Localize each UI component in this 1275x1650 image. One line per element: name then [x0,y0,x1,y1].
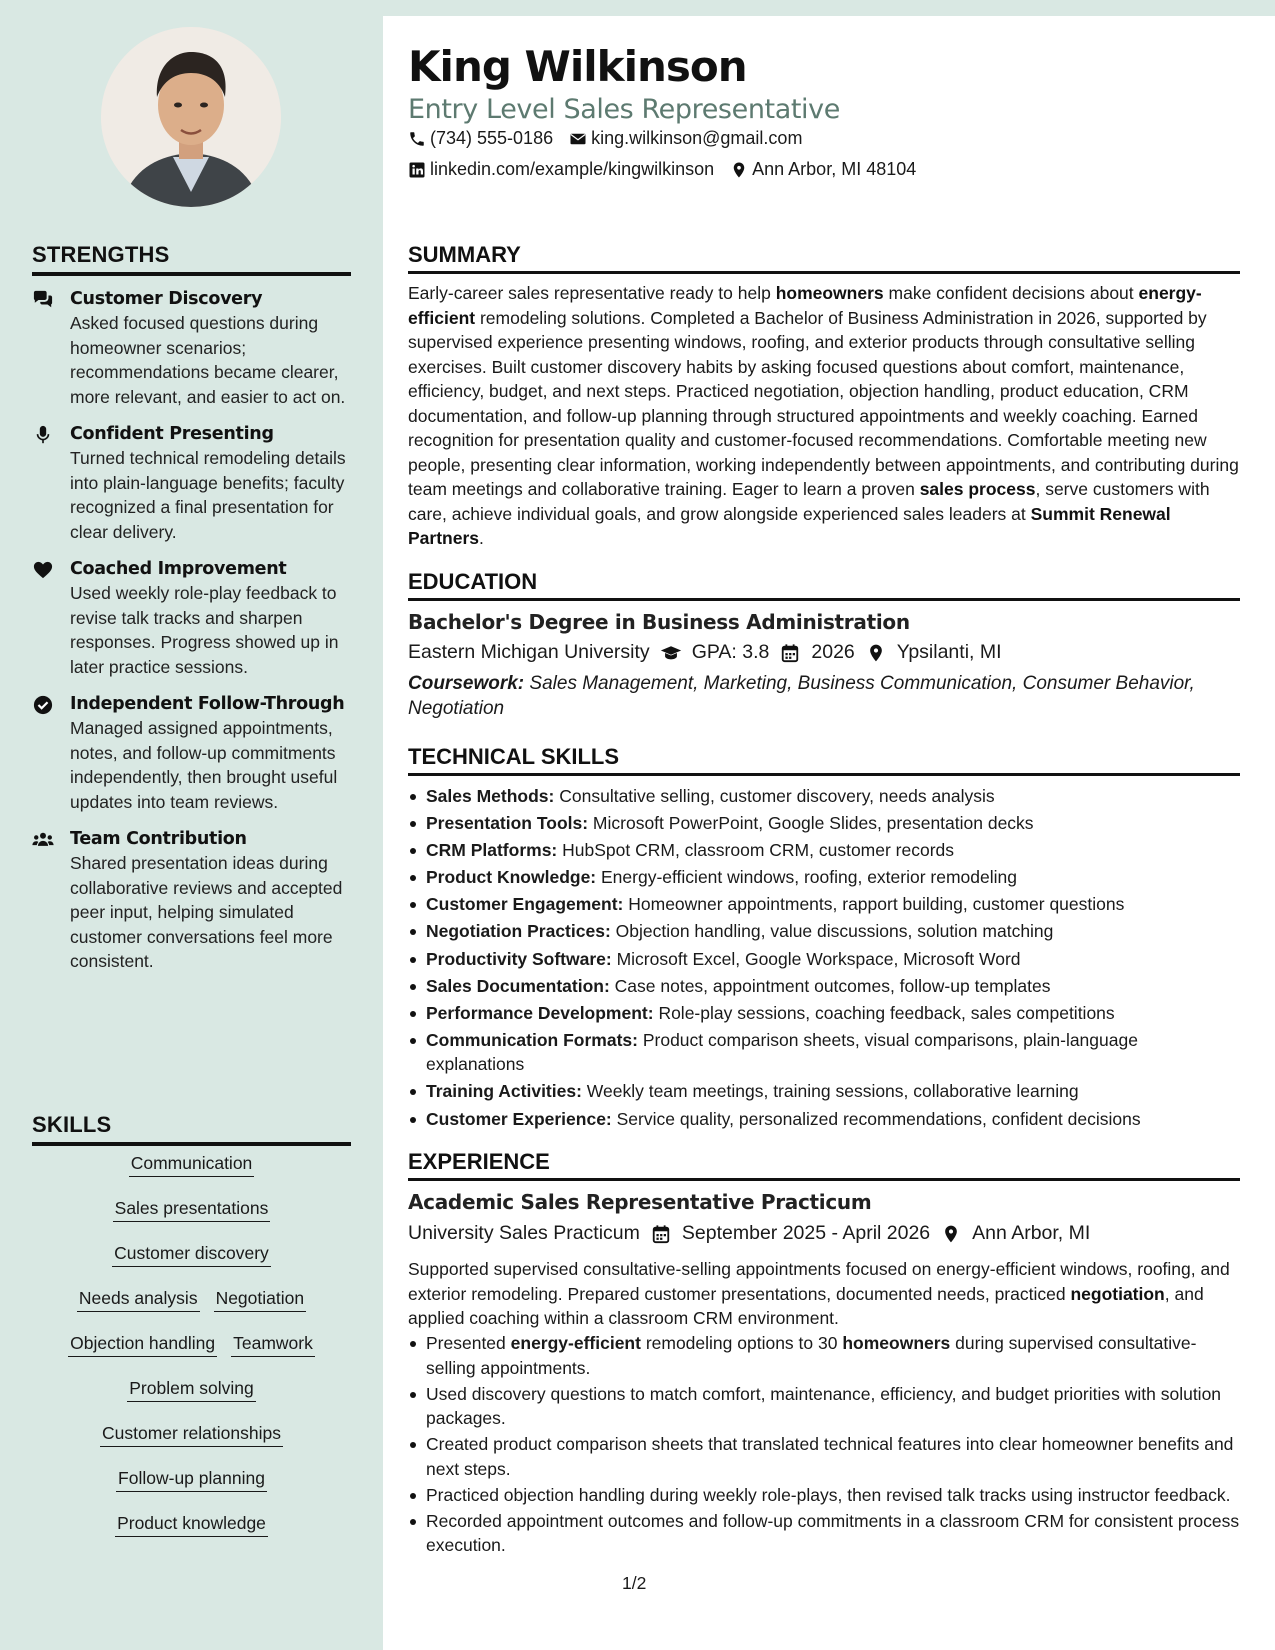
skill-label: Product Knowledge: [426,867,597,888]
emphasis-text: negotiation [1070,1283,1165,1304]
map-pin-icon [940,1224,962,1244]
gpa-text: GPA: 3.8 [691,641,770,663]
strengths-heading: STRENGTHS [32,242,351,276]
calendar-icon [650,1224,672,1244]
experience-location-item [940,1222,1090,1245]
technical-skill-item [408,1028,1240,1077]
experience-bullet [408,1483,1240,1508]
text-run: during supervised consultative-selling appointments. [426,1333,1197,1378]
strength-title: Coached Improvement [70,559,287,579]
contact-row-2 [408,159,932,180]
technical-skill-item [408,919,1240,944]
skills-heading: SKILLS [32,1112,351,1146]
coursework-text: Sales Management, Marketing, Business Communication, Consumer Behavior, Negotiation [408,673,1195,719]
year-text: 2026 [811,641,855,663]
strength-desc: Managed assigned appointments, notes, and follow-up commitments independently, then brought useful updates into team reviews. [70,718,338,812]
experience-bullet [408,1331,1240,1380]
map-pin-icon [865,643,887,663]
linkedin-contact [408,159,714,180]
skill-label: Sales Methods: [426,786,555,806]
experience-dates: September 2025 - April 2026 [681,1222,931,1244]
coursework-label: Coursework: [408,673,525,694]
skill-value: HubSpot CRM, classroom CRM, customer records [557,840,955,861]
experience-bullet [408,1509,1240,1558]
skill-tag: Customer relationships [100,1422,283,1447]
skill-value: Role-play sessions, coaching feedback, sales competitions [653,1002,1115,1023]
comments-icon [32,290,54,310]
summary-text [408,281,1240,551]
emphasis-text: Summit Renewal Partners [408,503,1171,548]
technical-skill-item [408,838,1240,863]
check-circle-icon [32,695,54,715]
year-item [779,641,854,664]
text-run: Practiced objection handling during weekly role-plays, then revised talk tracks using instructor feedback. [426,1484,1231,1505]
skill-tag: Sales presentations [113,1197,271,1222]
education-meta [408,641,1012,664]
technical-skill-item [408,811,1240,836]
envelope-icon [569,130,587,148]
technical-skills-list [408,784,1240,1134]
text-run: make confident decisions about [883,283,1139,303]
strength-item [32,692,352,814]
emphasis-text: homeowners [842,1333,951,1353]
candidate-name: King Wilkinson [408,42,747,91]
text-run: Presented [426,1333,511,1353]
skills-list [32,1152,351,1557]
skill-label: CRM Platforms: [426,840,558,861]
linkedin-link[interactable]: linkedin.com/example/kingwilkinson [430,159,715,179]
strength-desc: Shared presentation ideas during collaborative reviews and accepted peer input, helping simulated customer conversations feel more consistent. [70,853,343,971]
skill-tag: Negotiation [214,1287,307,1312]
skill-label: Training Activities: [426,1081,582,1102]
skill-label: Sales Documentation: [426,975,610,996]
skill-label: Productivity Software: [426,948,612,969]
strength-title: Independent Follow-Through [70,694,345,714]
skill-value: Product comparison sheets, visual comparisons, plain-language explanations [426,1029,1138,1075]
skill-tag: Communication [129,1152,255,1177]
strength-title: Team Contribution [70,829,247,849]
text-run: Supported supervised consultative-selling appointments focused on energy-efficient windows, roofing, and exterior remodeling. Prepared customer presentations, documented needs, practiced [408,1259,1230,1304]
education-heading: EDUCATION [408,569,1240,601]
contact-row-1 [408,128,818,149]
skill-value: Weekly team meetings, training sessions, collaborative learning [581,1081,1079,1102]
strength-desc: Used weekly role-play feedback to revise talk tracks and sharpen responses. Progress showed up in later practice sessions. [70,583,339,677]
map-pin-icon [730,161,748,179]
linkedin-icon [408,161,426,179]
graduation-cap-icon [660,643,682,663]
microphone-icon [32,425,54,445]
skill-value: Service quality, personalized recommendations, confident decisions [611,1108,1141,1129]
degree-title: Bachelor's Degree in Business Administration [408,610,910,634]
strength-title: Customer Discovery [70,289,263,309]
experience-bullet [408,1382,1240,1431]
strength-item [32,422,352,544]
skill-tag: Problem solving [127,1377,256,1402]
skill-value: Objection handling, value discussions, solution matching [610,921,1054,942]
strengths-list [32,287,352,987]
education-location-item [865,641,1002,664]
technical-skill-item [408,892,1240,917]
text-run: Created product comparison sheets that translated technical features into clear homeowner benefits and next steps. [426,1434,1234,1479]
experience-role: Academic Sales Representative Practicum [408,1190,872,1214]
technical-skill-item [408,1079,1240,1104]
skill-tag: Objection handling [68,1332,217,1357]
email-contact [569,128,802,149]
technical-skill-item [408,784,1240,809]
coursework [408,672,1240,721]
gpa-item [660,641,770,664]
email-link[interactable]: king.wilkinson@gmail.com [591,128,803,148]
experience-bullets [408,1331,1240,1559]
skill-value: Microsoft Excel, Google Workspace, Microsoft Word [611,948,1021,969]
strength-desc: Turned technical remodeling details into plain-language benefits; faculty recognized a final presentation for clear delivery. [70,448,346,542]
skill-tag: Product knowledge [115,1512,268,1537]
strength-title: Confident Presenting [70,424,274,444]
page-number: 1/2 [622,1573,647,1593]
emphasis-text: homeowners [775,283,884,303]
text-run: remodeling options to 30 [640,1333,843,1353]
job-title: Entry Level Sales Representative [408,94,840,125]
text-run: Recorded appointment outcomes and follow-up commitments in a classroom CRM for consistent process execution. [426,1510,1240,1555]
skill-label: Negotiation Practices: [426,921,611,942]
skill-label: Presentation Tools: [426,813,589,834]
experience-intro [408,1257,1240,1331]
technical-skill-item [408,947,1240,972]
skill-value: Microsoft PowerPoint, Google Slides, presentation decks [588,813,1034,834]
users-icon [32,830,54,850]
skill-tag: Follow-up planning [116,1467,267,1492]
experience-location: Ann Arbor, MI [972,1222,1091,1244]
skill-value: Case notes, appointment outcomes, follow-up templates [609,975,1051,996]
skill-value: Consultative selling, customer discovery, needs analysis [554,786,995,806]
text-run: , serve customers with care, achieve individual goals, and grow alongside experienced sales leaders at [408,479,1210,524]
technical-skill-item [408,865,1240,890]
strength-item [32,827,352,974]
emphasis-text: energy-efficient [408,283,1202,328]
technical-skill-item [408,1001,1240,1026]
strength-desc: Asked focused questions during homeowner scenarios; recommendations became clearer, more relevant, and easier to act on. [70,313,346,407]
technical-skill-item [408,974,1240,999]
heart-icon [32,560,54,580]
experience-dates-item [650,1222,930,1245]
profile-photo [101,27,281,207]
experience-meta [408,1222,1100,1245]
emphasis-text: energy-efficient [510,1333,641,1353]
emphasis-text: sales process [919,479,1036,499]
location-contact [730,159,916,180]
text-run: Early-career sales representative ready to help [408,283,776,303]
experience-bullet [408,1432,1240,1481]
phone-icon [408,130,426,148]
skill-tag: Needs analysis [77,1287,200,1312]
skill-label: Performance Development: [426,1002,654,1023]
experience-org: University Sales Practicum [408,1222,640,1244]
technical-skills-heading: TECHNICAL SKILLS [408,744,1240,776]
technical-skill-item [408,1107,1240,1132]
phone-contact [408,128,553,149]
education-location-text: Ypsilanti, MI [896,641,1002,663]
phone-text: (734) 555-0186 [430,128,554,148]
skill-tag: Teamwork [231,1332,315,1357]
text-run: . [479,528,484,548]
text-run: , and applied coaching within a classroom CRM environment. [408,1283,1204,1328]
text-run: Used discovery questions to match comfort, maintenance, efficiency, and budget priorities with solution packages. [426,1383,1222,1428]
skill-tag: Customer discovery [112,1242,271,1267]
skill-label: Customer Experience: [426,1108,612,1129]
skill-label: Communication Formats: [426,1029,638,1050]
experience-heading: EXPERIENCE [408,1149,1240,1181]
school-name: Eastern Michigan University [408,641,650,663]
strength-item [32,557,352,679]
skill-value: Homeowner appointments, rapport building, customer questions [623,894,1125,915]
skill-label: Customer Engagement: [426,894,624,915]
summary-heading: SUMMARY [408,242,1240,274]
strength-item [32,287,352,409]
text-run: remodeling solutions. Completed a Bachelor of Business Administration in 2026, supported by supervised experience presenting windows, roofing, and exterior products through consultative selling exercises. Built customer discovery habits by asking focused questions about comfort, maintenance, efficiency, budget, and next steps. Practiced negotiation, objection handling, product education, CRM documentation, and follow-up planning through structured appointments and weekly coaching. Earned recognition for presentation quality and customer-focused recommendations. Comfortable meeting new people, presenting clear information, working independently between appointments, and contributing during team meetings and collaborative training. Eager to learn a proven [408,307,1239,499]
calendar-icon [779,643,801,663]
location-text: Ann Arbor, MI 48104 [752,159,917,179]
skill-value: Energy-efficient windows, roofing, exterior remodeling [596,867,1017,888]
